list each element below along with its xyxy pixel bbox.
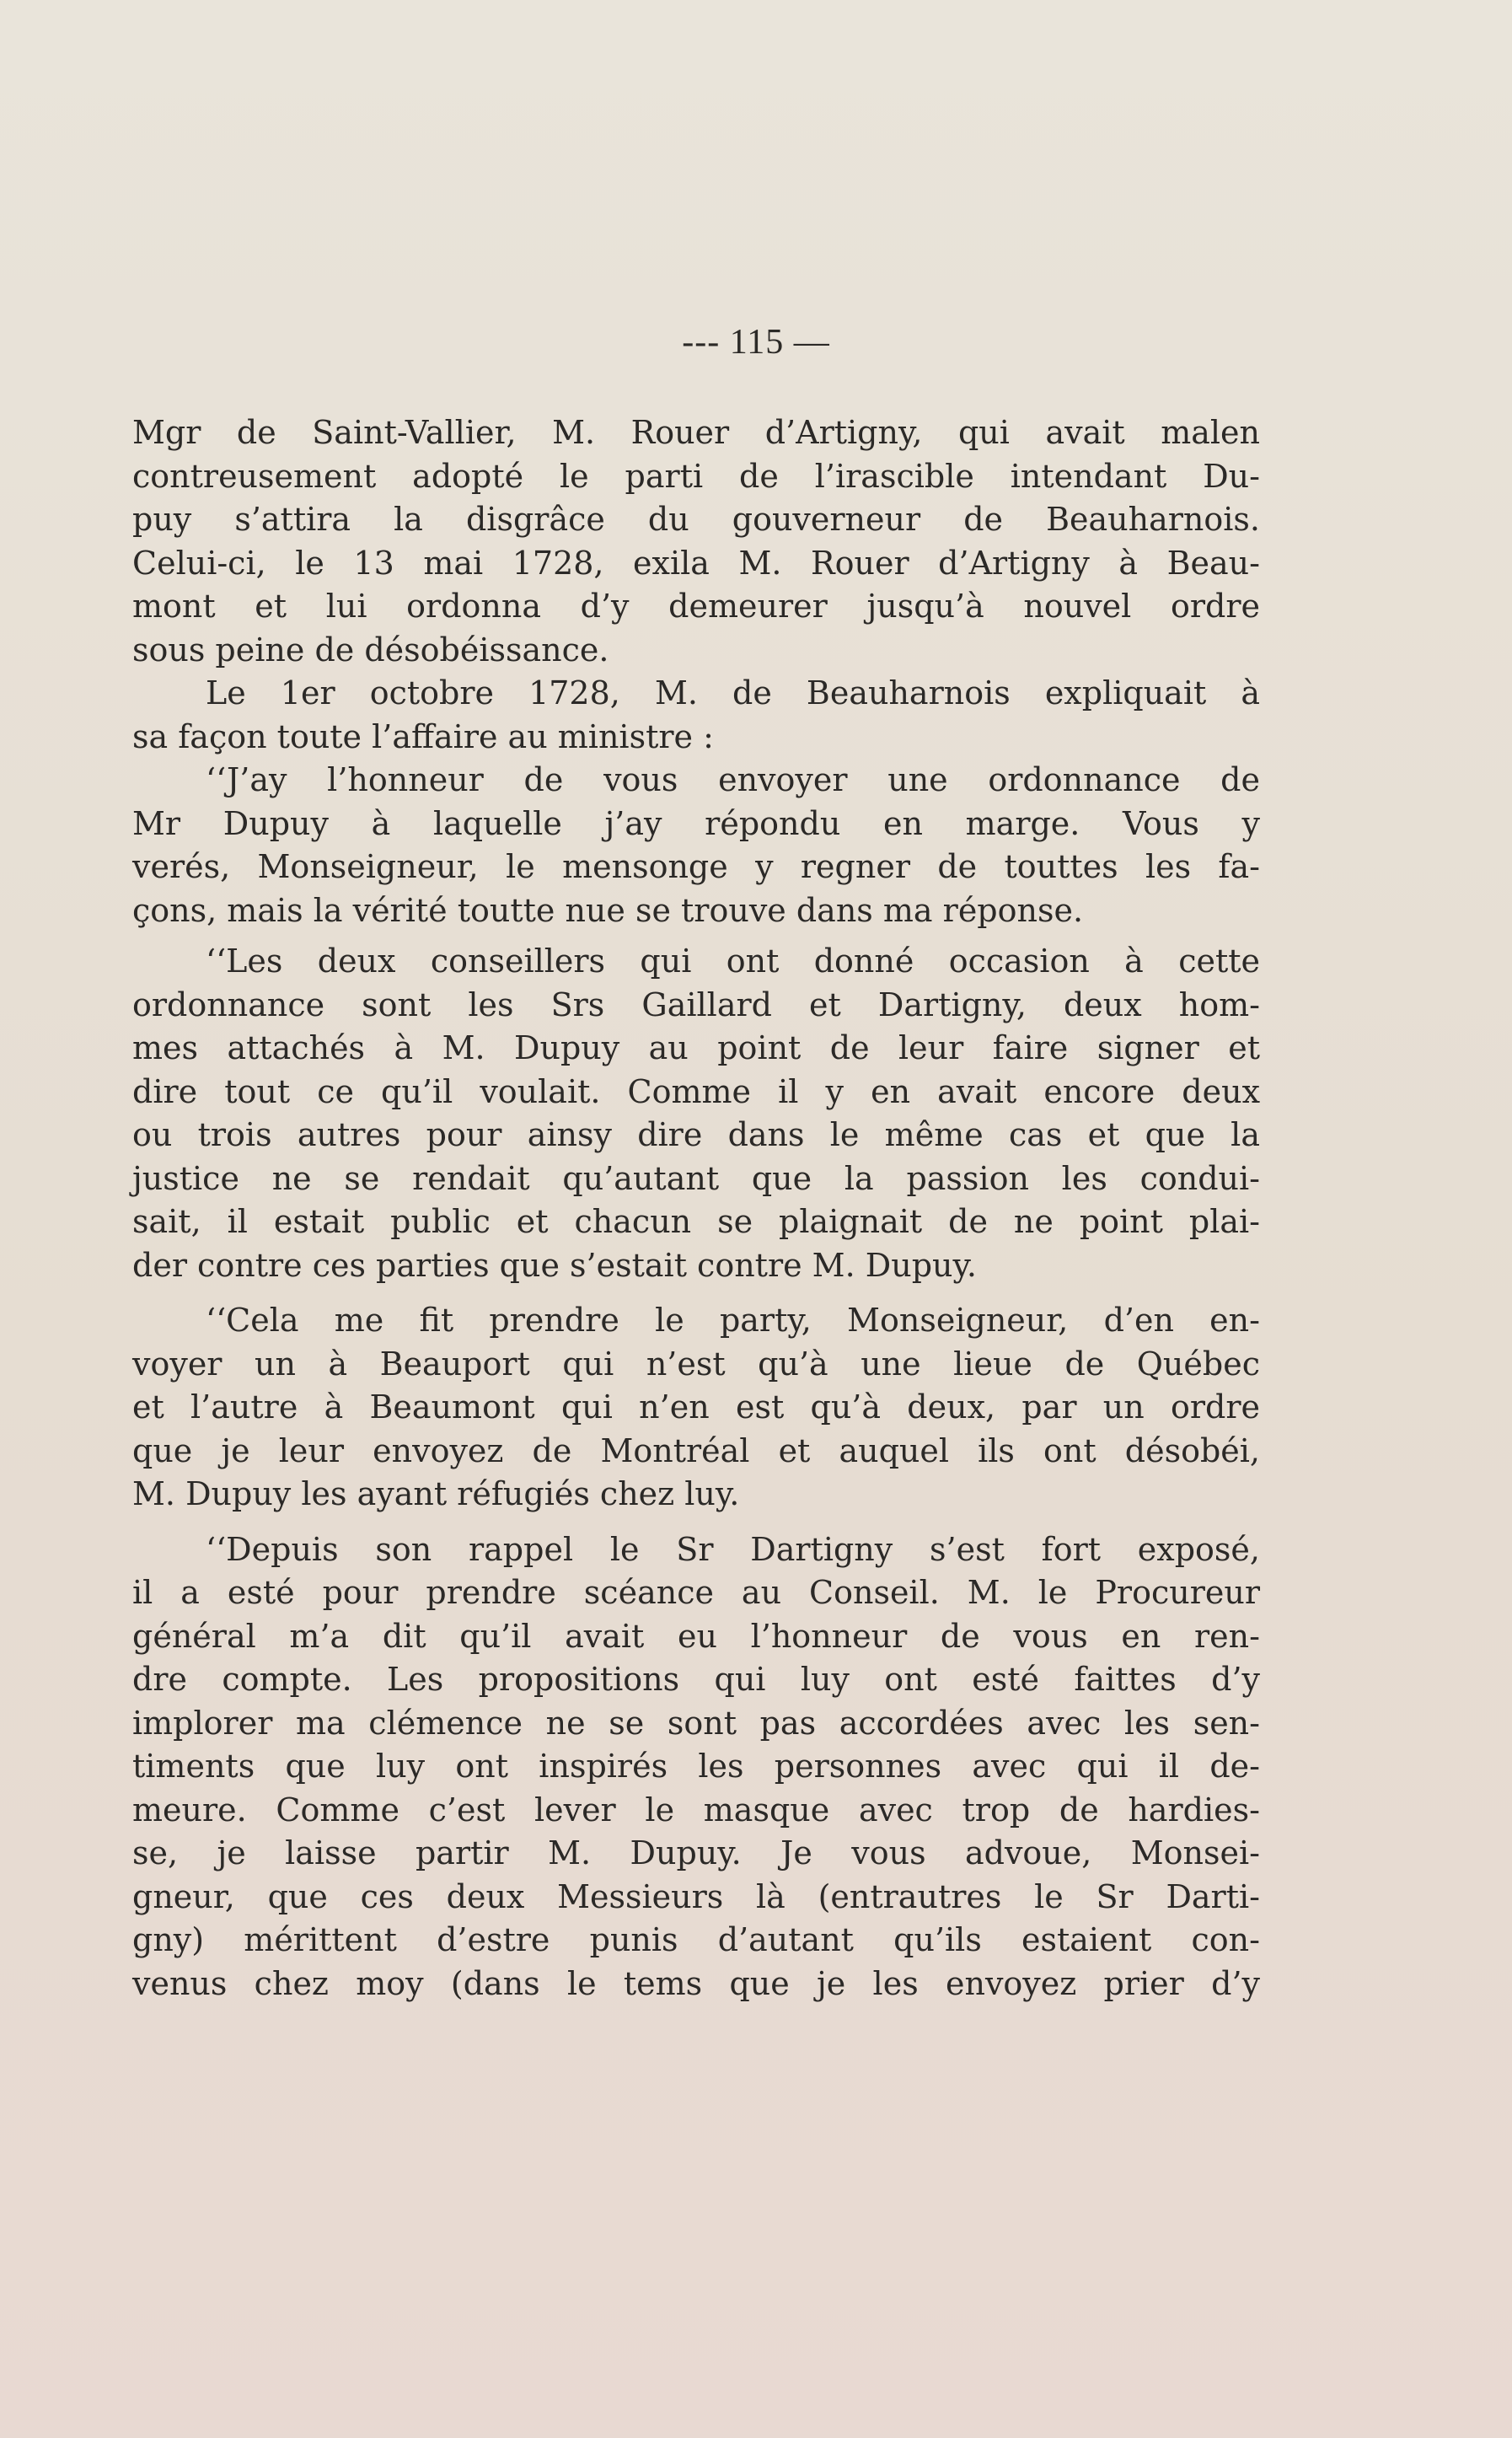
text-line: timents que luy ont inspirés les personnes avec qui il de- bbox=[132, 1748, 1260, 1785]
text-line: ‘‘J’ay l’honneur de vous envoyer une ordonnance de bbox=[206, 761, 1260, 798]
text-line: dire tout ce qu’il voulait. Comme il y en avait encore deux bbox=[132, 1072, 1260, 1110]
paragraph-spacer bbox=[132, 1517, 1260, 1528]
text-line: meure. Comme c’est lever le masque avec trop de hardies- bbox=[132, 1791, 1260, 1828]
text-line: gny) mérittent d’estre punis d’autant qu’ils estaient con- bbox=[132, 1921, 1260, 1958]
text-line: voyer un à Beauport qui n’est qu’à une lieue de Québec bbox=[132, 1345, 1260, 1383]
text-line: sous peine de désobéissance. bbox=[132, 631, 609, 669]
text-line: verés, Monseigneur, le mensonge y regner de touttes les fa- bbox=[132, 848, 1260, 885]
paragraph bbox=[132, 940, 1260, 1287]
text-line: il a esté pour prendre scéance au Conseil. M. le Procureur bbox=[132, 1574, 1260, 1611]
text-line: ordonnance sont les Srs Gaillard et Dartigny, deux hom- bbox=[132, 985, 1260, 1023]
paragraph bbox=[132, 672, 1260, 759]
paragraph bbox=[132, 1528, 1260, 2006]
text-line: M. Dupuy les ayant réfugiés chez luy. bbox=[132, 1475, 740, 1512]
text-line: général m’a dit qu’il avait eu l’honneur de vous en ren- bbox=[132, 1617, 1260, 1655]
text-line: justice ne se rendait qu’autant que la passion les condui- bbox=[132, 1159, 1260, 1197]
paragraph bbox=[132, 759, 1260, 932]
text-line: gneur, que ces deux Messieurs là (entrautres le Sr Darti- bbox=[132, 1877, 1260, 1915]
text-line: se, je laisse partir M. Dupuy. Je vous advoue, Monsei- bbox=[132, 1834, 1260, 1871]
text-line: puy s’attira la disgrâce du gouverneur de Beauharnois. bbox=[132, 501, 1260, 538]
text-line: implorer ma clémence ne se sont pas accordées avec les sen- bbox=[132, 1704, 1260, 1742]
body-text bbox=[132, 411, 1260, 2006]
text-line: Mr Dupuy à laquelle j’ay répondu en marge. Vous y bbox=[132, 804, 1260, 842]
text-line: ou trois autres pour ainsy dire dans le même cas et que la bbox=[132, 1116, 1260, 1153]
text-line: Mgr de Saint-Vallier, M. Rouer d’Artigny, qui avait malen bbox=[132, 414, 1260, 451]
paragraph bbox=[132, 411, 1260, 672]
text-line: ‘‘Les deux conseillers qui ont donné occasion à cette bbox=[206, 942, 1260, 980]
text-line: dre compte. Les propositions qui luy ont esté faittes d’y bbox=[132, 1661, 1260, 1698]
text-line: Le 1er octobre 1728, M. de Beauharnois expliquait à bbox=[206, 674, 1260, 712]
paragraph-spacer bbox=[132, 932, 1260, 940]
paragraph bbox=[132, 1299, 1260, 1517]
text-line: sa façon toute l’affaire au ministre : bbox=[132, 717, 714, 755]
text-line: contreusement adopté le parti de l’irascible intendant Du- bbox=[132, 457, 1260, 495]
page-number: --- 115 — bbox=[682, 323, 830, 362]
text-line: sait, il estait public et chacun se plaignait de ne point plai- bbox=[132, 1203, 1260, 1240]
text-line: venus chez moy (dans le tems que je les envoyez prier d’y bbox=[132, 1964, 1260, 2002]
text-line: et l’autre à Beaumont qui n’en est qu’à deux, par un ordre bbox=[132, 1388, 1260, 1426]
text-line: der contre ces parties que s’estait contre M. Dupuy. bbox=[132, 1246, 977, 1284]
text-line: mont et lui ordonna d’y demeurer jusqu’à nouvel ordre bbox=[132, 588, 1260, 625]
text-line: ‘‘Cela me fit prendre le party, Monseigneur, d’en en- bbox=[206, 1302, 1260, 1339]
text-line: çons, mais la vérité toutte nue se trouve dans ma réponse. bbox=[132, 891, 1084, 929]
text-line: que je leur envoyez de Montréal et auquel ils ont désobéi, bbox=[132, 1431, 1260, 1469]
text-line: mes attachés à M. Dupuy au point de leur faire signer et bbox=[132, 1029, 1260, 1066]
text-line: Celui-ci, le 13 mai 1728, exila M. Rouer d’Artigny à Beau- bbox=[132, 544, 1260, 582]
text-line: ‘‘Depuis son rappel le Sr Dartigny s’est fort exposé, bbox=[206, 1530, 1260, 1568]
paragraph-spacer bbox=[132, 1287, 1260, 1299]
